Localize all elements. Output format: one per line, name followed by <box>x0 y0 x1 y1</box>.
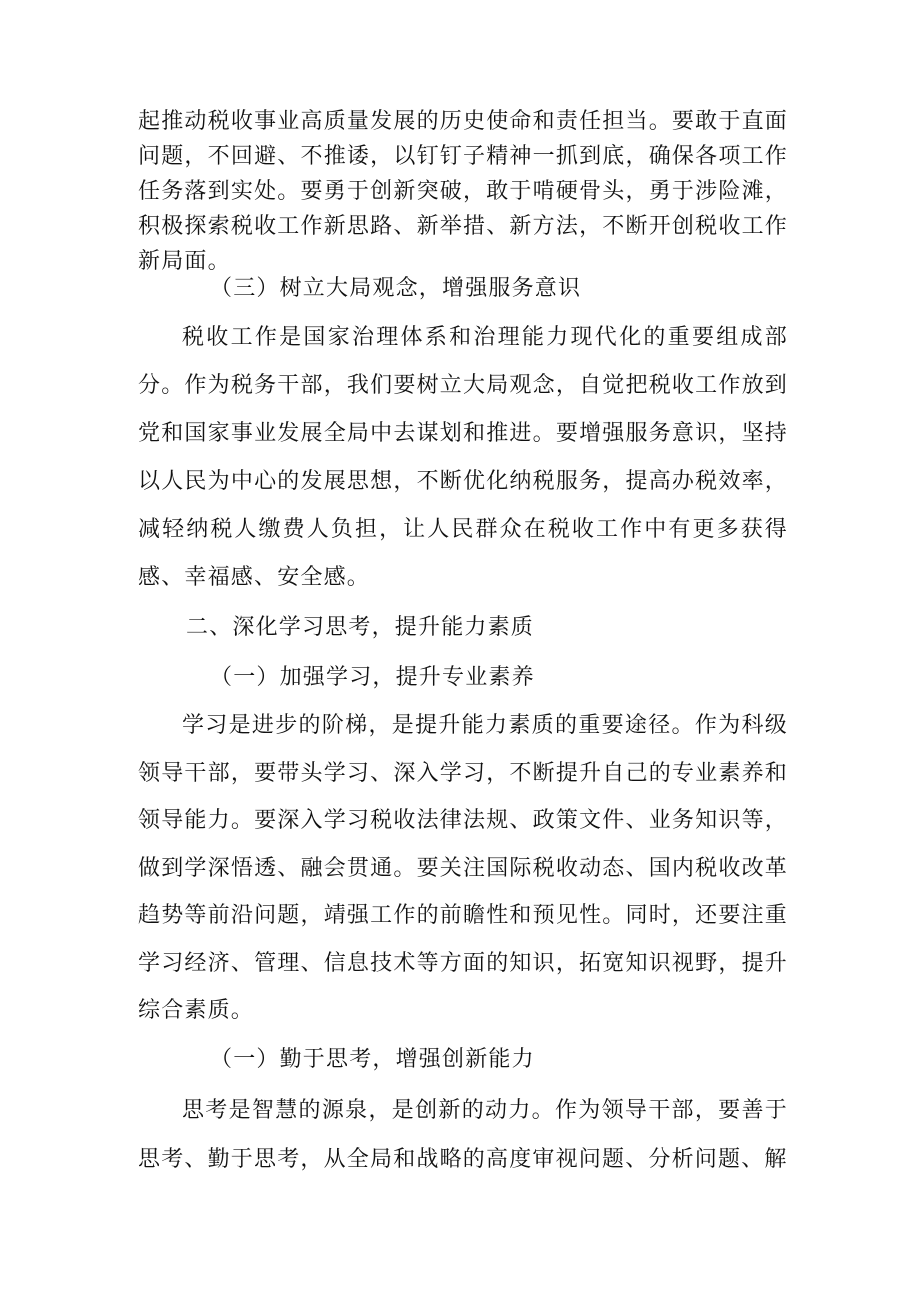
heading-section-two: 二、深化学习思考，提升能力素质 <box>186 615 535 640</box>
heading-big-picture-service: （三）树立大局观念，增强服务意识 <box>210 276 582 301</box>
paragraph-mission: 起推动税收事业高质量发展的历史使命和责任担当。要敢于直面问题，不回避、不推诿，以钉钉子精神一抓到底，确保各项工作任务落到实处。要勇于创新突破，敢于啃硬骨头，勇于涉险滩，积极探索税收工作新思路、新举措、新方法，不断开创税收工作新局面。 <box>138 109 788 274</box>
paragraph-big-picture-service: 税收工作是国家治理体系和治理能力现代化的重要组成部分。作为税务干部，我们要树立大局观念，自觉把税收工作放到党和国家事业发展全局中去谋划和推进。要增强服务意识，坚持以人民为中心的发展思想，不断优化纳税服务，提高办税效率，减轻纳税人缴费人负担，让人民群众在税收工作中有更多获得感、幸福感、安全感。 <box>138 325 788 590</box>
paragraph-strengthen-learning: 学习是进步的阶梯，是提升能力素质的重要途径。作为科级领导干部，要带头学习、深入学习，不断提升自己的专业素养和领导能力。要深入学习税收法律法规、政策文件、业务知识等，做到学深悟透、融会贯通。要关注国际税收动态、国内税收改革趋势等前沿问题，靖强工作的前瞻性和预见性。同时，还要注重学习经济、管理、信息技术等方面的知识，拓宽知识视野，提升综合素质。 <box>138 713 788 1023</box>
heading-diligent-thinking: （一）勤于思考，增强创新能力 <box>210 1047 535 1072</box>
paragraph-diligent-thinking: 思考是智慧的源泉，是创新的动力。作为领导干部，要善于思考、勤于思考，从全局和战略的高度审视问题、分析问题、解 <box>138 1098 788 1172</box>
heading-strengthen-learning: （一）加强学习，提升专业素养 <box>210 665 535 690</box>
